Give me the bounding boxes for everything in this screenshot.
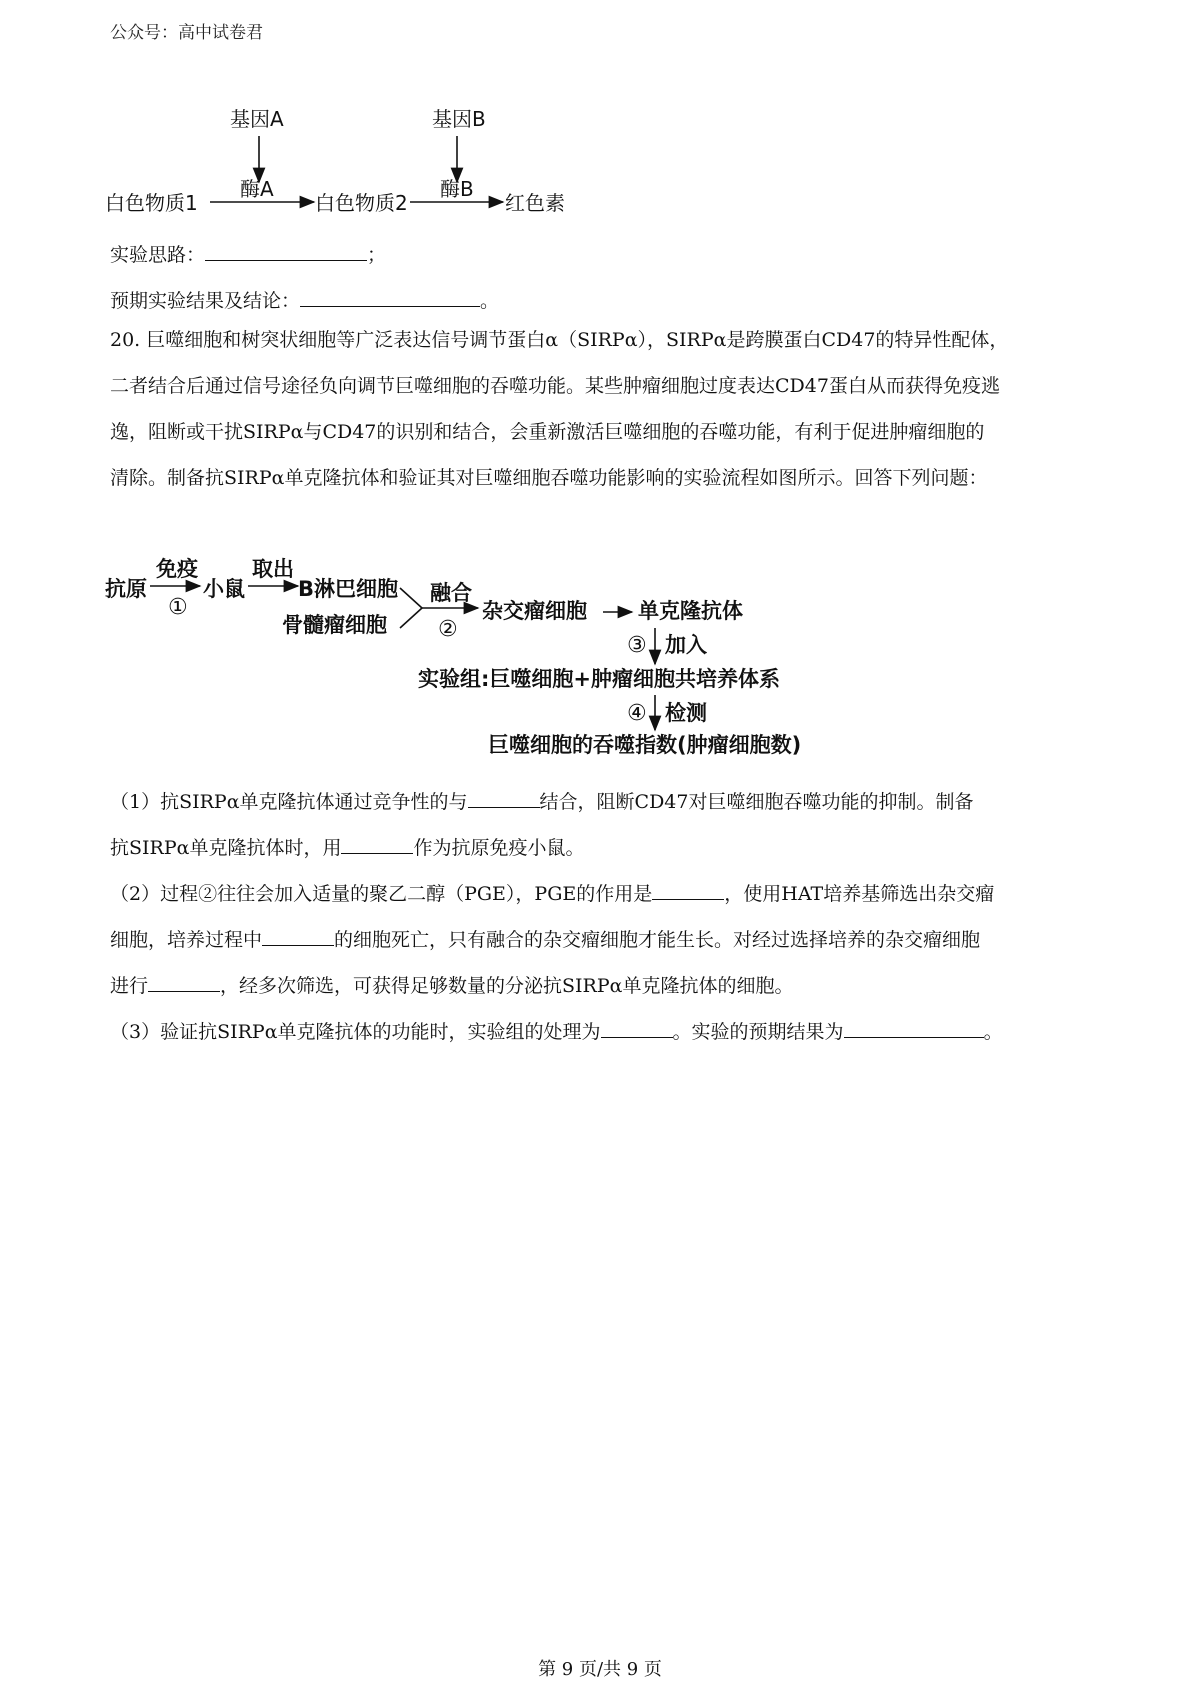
bcell-merge-line xyxy=(400,588,422,608)
enzyme-a-label: 酶A xyxy=(240,177,274,201)
step-1-label: ① xyxy=(168,595,188,620)
sub-question-3-blank-2[interactable] xyxy=(844,1017,984,1038)
sub-question-2-text-c: 细胞，培养过程中 xyxy=(110,929,263,951)
fusion-label: 融合 xyxy=(430,581,472,605)
mouse-label: 小鼠 xyxy=(203,577,245,601)
immunize-label: 免疫 xyxy=(156,557,198,581)
sub-question-1-text-a: （1）抗SIRPα单克隆抗体通过竞争性的与 xyxy=(110,791,468,813)
sub-question-1-line-2 xyxy=(110,825,1100,871)
gene-pathway-diagram xyxy=(100,100,660,240)
sub-question-1-blank-1[interactable] xyxy=(468,787,540,808)
step-3-label: ③ xyxy=(627,633,647,658)
sub-question-2-line-2 xyxy=(110,917,1100,963)
sub-question-3-text-a: （3）验证抗SIRPα单克隆抗体的功能时，实验组的处理为 xyxy=(110,1021,601,1043)
sub-question-1-text-b: 结合，阻断CD47对巨噬细胞吞噬功能的抑制。制备 xyxy=(539,791,974,813)
experiment-idea-blank[interactable] xyxy=(205,240,367,261)
sub-question-2-text-b: ，使用HAT培养基筛选出杂交瘤 xyxy=(724,883,995,905)
experiment-idea-end: ； xyxy=(367,244,387,266)
b-cell-label: B淋巴细胞 xyxy=(298,577,399,601)
experiment-idea-label: 实验思路： xyxy=(110,244,206,266)
sub-question-2-line-3 xyxy=(110,963,1100,1009)
q20-line-2: 二者结合后通过信号途径负向调节巨噬细胞的吞噬功能。某些肿瘤细胞过度表达CD47蛋白从而获得免疫逃 xyxy=(110,375,1000,397)
page-header: 公众号：高中试卷君 xyxy=(110,23,263,43)
experiment-group-label: 实验组:巨噬细胞+肿瘤细胞共培养体系 xyxy=(418,667,780,691)
sub-question-1-blank-2[interactable] xyxy=(341,833,413,854)
expected-result-blank[interactable] xyxy=(300,286,480,307)
enzyme-b-label: 酶B xyxy=(440,177,474,201)
sub-question-1-line-1 xyxy=(110,779,1100,825)
antibody-workflow-diagram xyxy=(100,550,940,770)
extract-label: 取出 xyxy=(252,557,294,581)
sub-question-2-text-d: 的细胞死亡，只有融合的杂交瘤细胞才能生长。对经过选择培养的杂交瘤细胞 xyxy=(334,929,981,951)
sub-question-3-blank-1[interactable] xyxy=(601,1017,673,1038)
substance-1: 白色物质1 xyxy=(105,191,198,215)
sub-question-2-blank-2[interactable] xyxy=(262,925,334,946)
sub-question-3-text-b: 。实验的预期结果为 xyxy=(672,1021,844,1043)
experiment-idea-line xyxy=(110,232,1100,278)
sub-question-3-line-1 xyxy=(110,1009,1100,1055)
step-4-label: ④ xyxy=(627,701,647,726)
page-footer: 第 9 页/共 9 页 xyxy=(538,1659,662,1680)
gene-a-label: 基因A xyxy=(230,107,284,131)
sub-question-2-line-1 xyxy=(110,871,1100,917)
red-pigment: 红色素 xyxy=(505,191,565,215)
sub-question-1-text-d: 作为抗原免疫小鼠。 xyxy=(413,837,585,859)
q20-line-4: 清除。制备抗SIRPα单克隆抗体和验证其对巨噬细胞吞噬功能影响的实验流程如图所示。回答下列问题： xyxy=(110,467,988,489)
sub-question-2-text-f: ，经多次筛选，可获得足够数量的分泌抗SIRPα单克隆抗体的细胞。 xyxy=(220,975,794,997)
add-label: 加入 xyxy=(665,633,707,657)
sub-question-3-text-c: 。 xyxy=(983,1021,1003,1043)
myeloma-label: 骨髓瘤细胞 xyxy=(282,613,387,637)
antibody-label: 单克隆抗体 xyxy=(638,599,743,623)
sub-question-2-blank-1[interactable] xyxy=(652,879,724,900)
sub-question-2-text-a: （2）过程②往往会加入适量的聚乙二醇（PGE），PGE的作用是 xyxy=(110,883,653,905)
hybridoma-label: 杂交瘤细胞 xyxy=(482,599,587,623)
antigen-label: 抗原 xyxy=(105,577,147,601)
q20-line-3: 逸，阻断或干扰SIRPα与CD47的识别和结合，会重新激活巨噬细胞的吞噬功能，有利于促进肿瘤细胞的 xyxy=(110,421,985,443)
sub-question-1-text-c: 抗SIRPα单克隆抗体时，用 xyxy=(110,837,342,859)
sub-question-2-text-e: 进行 xyxy=(110,975,149,997)
detect-label: 检测 xyxy=(665,701,707,725)
step-2-label: ② xyxy=(438,617,458,642)
gene-b-label: 基因B xyxy=(432,107,486,131)
expected-result-label: 预期实验结果及结论： xyxy=(110,290,301,312)
expected-result-end: 。 xyxy=(480,290,500,312)
q20-line-1: 20. 巨噬细胞和树突状细胞等广泛表达信号调节蛋白α（SIRPα），SIRPα是跨膜蛋白CD47的特异性配体， xyxy=(110,329,1009,351)
myeloma-merge-line xyxy=(400,608,422,628)
phagocytic-index-label: 巨噬细胞的吞噬指数(肿瘤细胞数) xyxy=(488,733,802,757)
sub-question-2-blank-3[interactable] xyxy=(148,971,220,992)
substance-2: 白色物质2 xyxy=(315,191,408,215)
